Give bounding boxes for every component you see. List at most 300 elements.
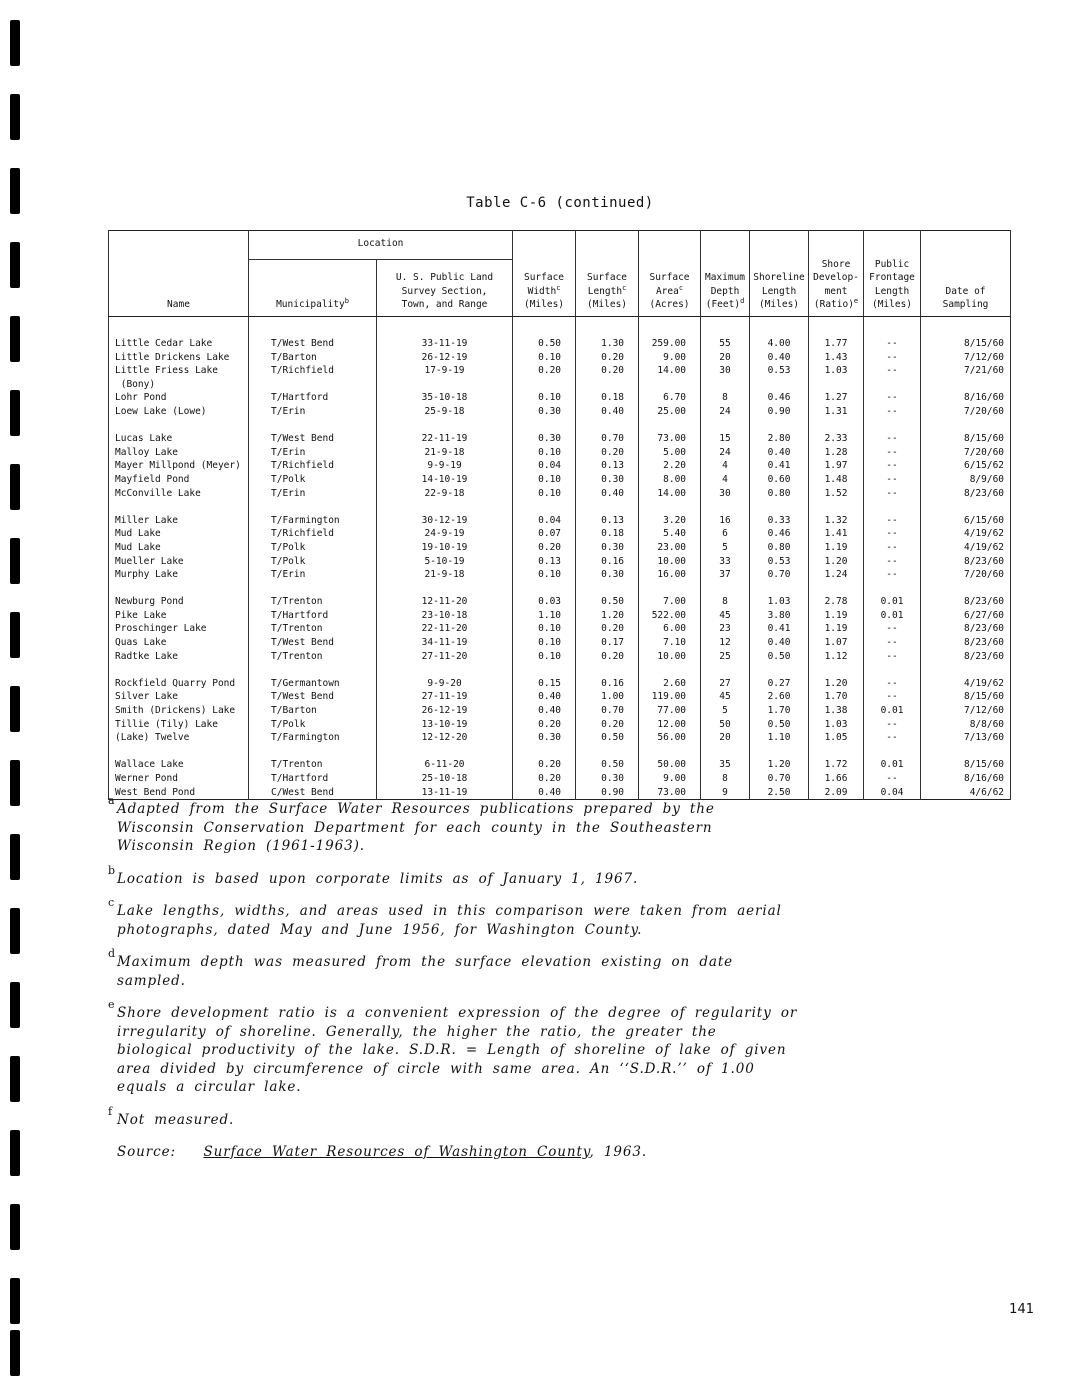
- cell-frontage: --: [864, 690, 921, 704]
- table-row: [109, 446, 1011, 460]
- cell-survey: 21-9-18: [377, 446, 513, 460]
- cell-municipality: T/West Bend: [249, 337, 377, 351]
- cell-area: 119.00: [639, 690, 701, 704]
- cell-depth: 20: [701, 731, 750, 745]
- cell-survey: 19-10-19: [377, 541, 513, 555]
- cell-name: Mud Lake: [109, 541, 249, 555]
- cell-shore-dev: 1.28: [809, 446, 864, 460]
- cell-area: 3.20: [639, 514, 701, 528]
- cell-length: 0.13: [576, 514, 639, 528]
- table-row: [109, 636, 1011, 650]
- cell-name: Little Cedar Lake: [109, 337, 249, 351]
- table-row: [109, 758, 1011, 772]
- cell-length: 0.18: [576, 527, 639, 541]
- footnote-b: b Location is based upon corporate limits as of January 1, 1967.: [108, 863, 639, 887]
- cell-area: 7.00: [639, 595, 701, 609]
- cell-date: 8/23/60: [921, 487, 1011, 501]
- cell-width: 0.10: [513, 622, 576, 636]
- cell-municipality: T/Farmington: [249, 514, 377, 528]
- cell-name: Silver Lake: [109, 690, 249, 704]
- cell-survey: 9-9-19: [377, 459, 513, 473]
- gap-row: [109, 419, 1011, 433]
- cell-width: 0.10: [513, 446, 576, 460]
- cell-date: 8/23/60: [921, 636, 1011, 650]
- cell-length: 0.16: [576, 555, 639, 569]
- cell-depth: 35: [701, 758, 750, 772]
- cell-depth: 4: [701, 473, 750, 487]
- table-row: [109, 473, 1011, 487]
- cell-name: Lucas Lake: [109, 432, 249, 446]
- cell-municipality: T/Trenton: [249, 650, 377, 664]
- cell-width: 0.40: [513, 786, 576, 800]
- cell-municipality: T/Erin: [249, 568, 377, 582]
- cell-municipality: T/Erin: [249, 487, 377, 501]
- cell-depth: 25: [701, 650, 750, 664]
- cell-length: 1.30: [576, 337, 639, 351]
- cell-frontage: 0.04: [864, 786, 921, 800]
- cell-date: 8/9/60: [921, 473, 1011, 487]
- cell-name: Lohr Pond: [109, 391, 249, 405]
- cell-depth: 6: [701, 527, 750, 541]
- cell-survey: 13-11-19: [377, 786, 513, 800]
- cell-width: 0.07: [513, 527, 576, 541]
- cell-frontage: --: [864, 555, 921, 569]
- table-row: [109, 704, 1011, 718]
- cell-shoreline: 0.70: [750, 772, 809, 786]
- cell-date: 7/21/60: [921, 364, 1011, 391]
- cell-frontage: --: [864, 459, 921, 473]
- cell-area: 56.00: [639, 731, 701, 745]
- source-citation: Source: Surface Water Resources of Washington County, 1963.: [117, 1144, 648, 1160]
- cell-length: 0.90: [576, 786, 639, 800]
- cell-name: Miller Lake: [109, 514, 249, 528]
- cell-shoreline: 2.80: [750, 432, 809, 446]
- table-row: [109, 405, 1011, 419]
- cell-area: 77.00: [639, 704, 701, 718]
- table-row: [109, 527, 1011, 541]
- header-length: Surface Length$^c$ (Miles): [576, 231, 639, 317]
- cell-length: 0.30: [576, 473, 639, 487]
- cell-area: 5.00: [639, 446, 701, 460]
- cell-shoreline: 0.70: [750, 568, 809, 582]
- cell-length: 1.00: [576, 690, 639, 704]
- cell-shore-dev: 1.52: [809, 487, 864, 501]
- cell-survey: 22-11-20: [377, 622, 513, 636]
- cell-name: Malloy Lake: [109, 446, 249, 460]
- cell-shoreline: 1.10: [750, 731, 809, 745]
- cell-length: 1.20: [576, 609, 639, 623]
- header-frontage: Public Frontage Length (Miles): [864, 231, 921, 317]
- cell-name: Mayer Millpond (Meyer): [109, 459, 249, 473]
- cell-municipality: T/Germantown: [249, 677, 377, 691]
- cell-width: 0.10: [513, 391, 576, 405]
- cell-length: 0.18: [576, 391, 639, 405]
- cell-date: 7/20/60: [921, 568, 1011, 582]
- cell-length: 0.20: [576, 718, 639, 732]
- cell-date: 7/12/60: [921, 704, 1011, 718]
- cell-shoreline: 0.50: [750, 650, 809, 664]
- cell-shore-dev: 1.41: [809, 527, 864, 541]
- cell-depth: 24: [701, 405, 750, 419]
- cell-municipality: T/Polk: [249, 541, 377, 555]
- cell-width: 0.30: [513, 405, 576, 419]
- cell-survey: 25-9-18: [377, 405, 513, 419]
- header-location: Location: [249, 231, 513, 260]
- cell-length: 0.20: [576, 351, 639, 365]
- cell-depth: 20: [701, 351, 750, 365]
- table-row: [109, 622, 1011, 636]
- cell-frontage: --: [864, 473, 921, 487]
- cell-name: Quas Lake: [109, 636, 249, 650]
- cell-frontage: --: [864, 351, 921, 365]
- cell-survey: 30-12-19: [377, 514, 513, 528]
- cell-width: 0.20: [513, 718, 576, 732]
- cell-width: 0.50: [513, 337, 576, 351]
- footnotes: [108, 794, 798, 1162]
- cell-survey: 24-9-19: [377, 527, 513, 541]
- cell-frontage: --: [864, 487, 921, 501]
- cell-shoreline: 0.46: [750, 527, 809, 541]
- cell-date: 7/12/60: [921, 351, 1011, 365]
- cell-area: 73.00: [639, 786, 701, 800]
- cell-width: 0.04: [513, 459, 576, 473]
- page-number: 141: [1009, 1302, 1034, 1317]
- table-row: [109, 677, 1011, 691]
- cell-name: Loew Lake (Lowe): [109, 405, 249, 419]
- gap-row: [109, 745, 1011, 759]
- cell-municipality: T/Erin: [249, 446, 377, 460]
- cell-depth: 12: [701, 636, 750, 650]
- cell-shoreline: 0.53: [750, 555, 809, 569]
- header-municipality: Municipality$^b$: [249, 260, 377, 317]
- cell-survey: 26-12-19: [377, 704, 513, 718]
- cell-shore-dev: 2.33: [809, 432, 864, 446]
- cell-municipality: T/West Bend: [249, 690, 377, 704]
- cell-survey: 34-11-19: [377, 636, 513, 650]
- cell-width: 0.20: [513, 772, 576, 786]
- cell-area: 23.00: [639, 541, 701, 555]
- cell-survey: 27-11-19: [377, 690, 513, 704]
- cell-name: Little Friess Lake (Bony): [109, 364, 249, 391]
- cell-frontage: 0.01: [864, 704, 921, 718]
- header-depth: Maximum Depth (Feet)$^d$: [701, 231, 750, 317]
- cell-width: 0.03: [513, 595, 576, 609]
- cell-frontage: --: [864, 364, 921, 391]
- cell-name: Mayfield Pond: [109, 473, 249, 487]
- cell-date: 8/23/60: [921, 622, 1011, 636]
- cell-shoreline: 0.41: [750, 622, 809, 636]
- cell-depth: 55: [701, 337, 750, 351]
- cell-shore-dev: 1.31: [809, 405, 864, 419]
- cell-date: 6/15/60: [921, 514, 1011, 528]
- cell-length: 0.30: [576, 541, 639, 555]
- cell-length: 0.40: [576, 405, 639, 419]
- cell-frontage: --: [864, 568, 921, 582]
- cell-width: 0.20: [513, 364, 576, 391]
- cell-area: 259.00: [639, 337, 701, 351]
- cell-survey: 14-10-19: [377, 473, 513, 487]
- table-row: [109, 391, 1011, 405]
- cell-name: Radtke Lake: [109, 650, 249, 664]
- cell-shoreline: 0.33: [750, 514, 809, 528]
- cell-width: 0.40: [513, 704, 576, 718]
- cell-depth: 24: [701, 446, 750, 460]
- cell-area: 6.70: [639, 391, 701, 405]
- cell-shoreline: 3.80: [750, 609, 809, 623]
- cell-shoreline: 0.41: [750, 459, 809, 473]
- header-date: Date of Sampling: [921, 231, 1011, 317]
- cell-municipality: C/West Bend: [249, 786, 377, 800]
- cell-depth: 15: [701, 432, 750, 446]
- cell-length: 0.50: [576, 731, 639, 745]
- cell-date: 4/6/62: [921, 786, 1011, 800]
- cell-survey: 21-9-18: [377, 568, 513, 582]
- cell-frontage: --: [864, 622, 921, 636]
- cell-depth: 30: [701, 487, 750, 501]
- cell-frontage: 0.01: [864, 609, 921, 623]
- cell-name: Smith (Drickens) Lake: [109, 704, 249, 718]
- cell-survey: 33-11-19: [377, 337, 513, 351]
- cell-frontage: --: [864, 446, 921, 460]
- cell-frontage: --: [864, 405, 921, 419]
- footnote-f: f Not measured.: [108, 1104, 235, 1128]
- cell-area: 14.00: [639, 364, 701, 391]
- cell-area: 2.20: [639, 459, 701, 473]
- cell-depth: 5: [701, 541, 750, 555]
- cell-shoreline: 0.53: [750, 364, 809, 391]
- cell-name: Tillie (Tily) Lake: [109, 718, 249, 732]
- cell-date: 7/13/60: [921, 731, 1011, 745]
- cell-survey: 35-10-18: [377, 391, 513, 405]
- cell-width: 0.10: [513, 351, 576, 365]
- cell-depth: 45: [701, 609, 750, 623]
- cell-shore-dev: 1.66: [809, 772, 864, 786]
- cell-shoreline: 0.46: [750, 391, 809, 405]
- cell-area: 16.00: [639, 568, 701, 582]
- cell-width: 0.10: [513, 473, 576, 487]
- cell-frontage: --: [864, 677, 921, 691]
- cell-width: 1.10: [513, 609, 576, 623]
- cell-shoreline: 0.50: [750, 718, 809, 732]
- cell-shoreline: 0.60: [750, 473, 809, 487]
- cell-date: 8/15/60: [921, 432, 1011, 446]
- cell-frontage: --: [864, 391, 921, 405]
- table-row: [109, 772, 1011, 786]
- table-body: [109, 317, 1011, 800]
- cell-shore-dev: 1.05: [809, 731, 864, 745]
- cell-shoreline: 1.70: [750, 704, 809, 718]
- table-row: [109, 555, 1011, 569]
- cell-frontage: 0.01: [864, 595, 921, 609]
- cell-frontage: --: [864, 541, 921, 555]
- cell-shore-dev: 1.77: [809, 337, 864, 351]
- cell-shore-dev: 2.09: [809, 786, 864, 800]
- cell-length: 0.16: [576, 677, 639, 691]
- footnote-e: e Shore development ratio is a convenient expression of the degree of regularity or irregularity of shoreline. Generally, the higher the ratio, the greater the biological productivity of the lake. S.D.R. = Length of shoreline of lake of given area divided by circumference of circle with same area. An ‘‘S.D.R.’’ of 1.00 equals a circular lake.: [108, 998, 798, 1095]
- header-area: Surface Area$^c$ (Acres): [639, 231, 701, 317]
- cell-date: 8/23/60: [921, 650, 1011, 664]
- cell-shoreline: 1.20: [750, 758, 809, 772]
- cell-width: 0.30: [513, 432, 576, 446]
- cell-length: 0.50: [576, 595, 639, 609]
- cell-area: 8.00: [639, 473, 701, 487]
- cell-name: McConville Lake: [109, 487, 249, 501]
- cell-shore-dev: 1.48: [809, 473, 864, 487]
- cell-shore-dev: 1.27: [809, 391, 864, 405]
- table-row: [109, 364, 1011, 391]
- cell-length: 0.17: [576, 636, 639, 650]
- cell-municipality: T/Barton: [249, 351, 377, 365]
- cell-area: 73.00: [639, 432, 701, 446]
- cell-frontage: --: [864, 337, 921, 351]
- header-shoreline: Shoreline Length (Miles): [750, 231, 809, 317]
- cell-width: 0.13: [513, 555, 576, 569]
- cell-depth: 8: [701, 595, 750, 609]
- cell-municipality: T/Erin: [249, 405, 377, 419]
- table-row: [109, 786, 1011, 800]
- cell-area: 50.00: [639, 758, 701, 772]
- cell-date: 8/23/60: [921, 595, 1011, 609]
- cell-depth: 16: [701, 514, 750, 528]
- gap-row: [109, 663, 1011, 677]
- cell-date: 7/20/60: [921, 405, 1011, 419]
- cell-shore-dev: 1.20: [809, 677, 864, 691]
- cell-width: 0.10: [513, 568, 576, 582]
- cell-length: 0.20: [576, 446, 639, 460]
- cell-shore-dev: 1.72: [809, 758, 864, 772]
- cell-shoreline: 0.40: [750, 351, 809, 365]
- cell-municipality: T/Hartford: [249, 609, 377, 623]
- cell-length: 0.70: [576, 704, 639, 718]
- cell-shoreline: 4.00: [750, 337, 809, 351]
- cell-length: 0.13: [576, 459, 639, 473]
- cell-municipality: T/West Bend: [249, 636, 377, 650]
- cell-municipality: T/Polk: [249, 555, 377, 569]
- cell-shore-dev: 2.78: [809, 595, 864, 609]
- cell-area: 2.60: [639, 677, 701, 691]
- cell-length: 0.20: [576, 650, 639, 664]
- cell-frontage: --: [864, 432, 921, 446]
- footnote-d: d Maximum depth was measured from the surface elevation existing on date sampled.: [108, 947, 734, 989]
- cell-width: 0.20: [513, 541, 576, 555]
- cell-shoreline: 0.80: [750, 541, 809, 555]
- cell-shoreline: 2.60: [750, 690, 809, 704]
- cell-length: 0.20: [576, 364, 639, 391]
- cell-name: Wallace Lake: [109, 758, 249, 772]
- lake-table: [108, 230, 1010, 798]
- cell-name: (Lake) Twelve: [109, 731, 249, 745]
- cell-survey: 27-11-20: [377, 650, 513, 664]
- cell-date: 7/20/60: [921, 446, 1011, 460]
- header-shore-dev: Shore Develop- ment (Ratio)$^e$: [809, 231, 864, 317]
- cell-depth: 8: [701, 772, 750, 786]
- cell-frontage: --: [864, 718, 921, 732]
- table-row: [109, 337, 1011, 351]
- cell-date: 8/15/60: [921, 337, 1011, 351]
- table-row: [109, 650, 1011, 664]
- cell-width: 0.10: [513, 636, 576, 650]
- spacer-top-row: [109, 317, 1011, 338]
- cell-shore-dev: 1.43: [809, 351, 864, 365]
- cell-municipality: T/Richfield: [249, 364, 377, 391]
- cell-width: 0.10: [513, 487, 576, 501]
- cell-name: Werner Pond: [109, 772, 249, 786]
- cell-municipality: T/Trenton: [249, 758, 377, 772]
- gap-row: [109, 582, 1011, 596]
- cell-frontage: --: [864, 731, 921, 745]
- cell-shoreline: 2.50: [750, 786, 809, 800]
- cell-frontage: --: [864, 636, 921, 650]
- cell-survey: 26-12-19: [377, 351, 513, 365]
- cell-length: 0.30: [576, 772, 639, 786]
- cell-municipality: T/Polk: [249, 473, 377, 487]
- cell-shoreline: 0.80: [750, 487, 809, 501]
- cell-depth: 9: [701, 786, 750, 800]
- table-row: [109, 351, 1011, 365]
- cell-depth: 4: [701, 459, 750, 473]
- cell-length: 0.30: [576, 568, 639, 582]
- cell-date: 4/19/62: [921, 677, 1011, 691]
- cell-frontage: 0.01: [864, 758, 921, 772]
- cell-name: Mud Lake: [109, 527, 249, 541]
- cell-shoreline: 0.40: [750, 636, 809, 650]
- cell-shore-dev: 1.97: [809, 459, 864, 473]
- cell-survey: 17-9-19: [377, 364, 513, 391]
- cell-depth: 27: [701, 677, 750, 691]
- cell-depth: 30: [701, 364, 750, 391]
- cell-survey: 12-11-20: [377, 595, 513, 609]
- cell-shore-dev: 1.03: [809, 364, 864, 391]
- cell-municipality: T/Trenton: [249, 595, 377, 609]
- footnote-c: c Lake lengths, widths, and areas used in this comparison were taken from aerial photographs, dated May and June 1956, for Washington County.: [108, 896, 782, 938]
- cell-date: 8/16/60: [921, 772, 1011, 786]
- cell-depth: 37: [701, 568, 750, 582]
- cell-survey: 5-10-19: [377, 555, 513, 569]
- table-row: [109, 718, 1011, 732]
- cell-area: 10.00: [639, 650, 701, 664]
- cell-width: 0.20: [513, 758, 576, 772]
- cell-width: 0.04: [513, 514, 576, 528]
- cell-shoreline: 1.03: [750, 595, 809, 609]
- cell-date: 8/8/60: [921, 718, 1011, 732]
- cell-survey: 6-11-20: [377, 758, 513, 772]
- cell-survey: 23-10-18: [377, 609, 513, 623]
- cell-municipality: T/Hartford: [249, 772, 377, 786]
- cell-shore-dev: 1.19: [809, 622, 864, 636]
- cell-survey: 9-9-20: [377, 677, 513, 691]
- table-row: [109, 459, 1011, 473]
- cell-shore-dev: 1.24: [809, 568, 864, 582]
- cell-date: 4/19/62: [921, 541, 1011, 555]
- cell-depth: 23: [701, 622, 750, 636]
- cell-name: Mueller Lake: [109, 555, 249, 569]
- cell-survey: 13-10-19: [377, 718, 513, 732]
- cell-frontage: --: [864, 650, 921, 664]
- cell-municipality: T/West Bend: [249, 432, 377, 446]
- cell-municipality: T/Trenton: [249, 622, 377, 636]
- table-row: [109, 690, 1011, 704]
- cell-shore-dev: 1.38: [809, 704, 864, 718]
- cell-survey: 22-9-18: [377, 487, 513, 501]
- cell-area: 10.00: [639, 555, 701, 569]
- cell-survey: 25-10-18: [377, 772, 513, 786]
- cell-shoreline: 0.27: [750, 677, 809, 691]
- table-row: [109, 514, 1011, 528]
- cell-municipality: T/Farmington: [249, 731, 377, 745]
- cell-depth: 33: [701, 555, 750, 569]
- cell-area: 9.00: [639, 351, 701, 365]
- cell-municipality: T/Barton: [249, 704, 377, 718]
